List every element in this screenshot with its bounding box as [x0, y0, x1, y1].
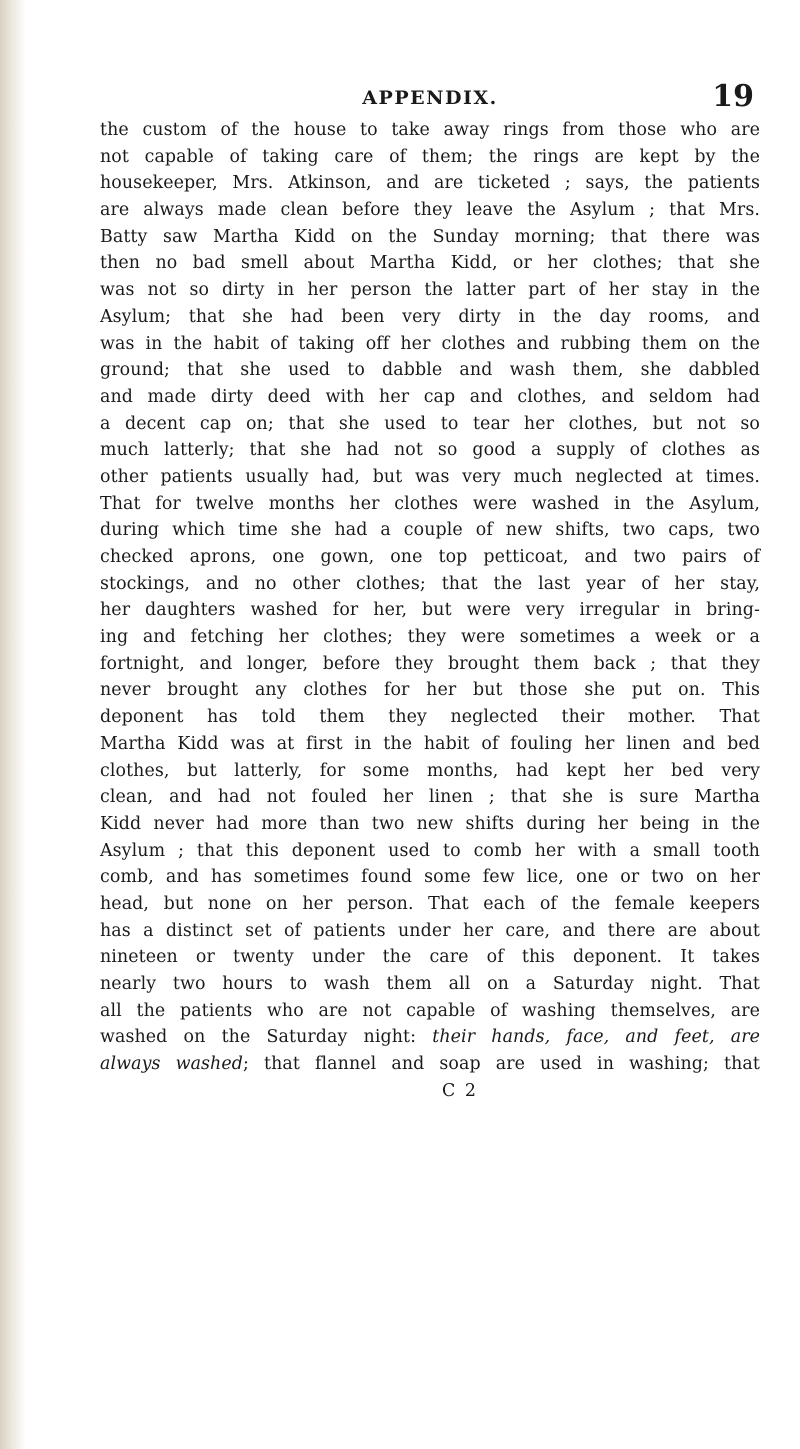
text-line [100, 1024, 760, 1051]
scan-edge [0, 0, 26, 1449]
text-line: Asylum ; that this deponent used to comb her with a small tooth [100, 840, 760, 861]
italic-text: always washed [100, 1054, 243, 1075]
text-line [100, 1051, 760, 1078]
text-line: deponent has told them they neglected their mother. That [100, 707, 760, 728]
text-line: the custom of the house to take away rings from those who are [100, 120, 760, 140]
text-line: clothes, but latterly, for some months, had kept her bed very [100, 760, 760, 781]
running-head [100, 79, 760, 117]
text-line: other patients usually had, but was very much neglected at times. [100, 466, 760, 487]
body-text [100, 117, 760, 1104]
text-line: her daughters washed for her, but were very irregular in bring- [100, 600, 760, 621]
text-line: nineteen or twenty under the care of this deponent. It takes [100, 947, 760, 968]
text-line: Batty saw Martha Kidd on the Sunday morning; that there was [100, 226, 760, 247]
text-line: Asylum; that she had been very dirty in the day rooms, and [100, 306, 760, 327]
text-line: never brought any clothes for her but those she put on. This [100, 680, 760, 701]
text-line: are always made clean before they leave the Asylum ; that Mrs. [100, 200, 760, 221]
text-line: then no bad smell about Martha Kidd, or her clothes; that she [100, 253, 760, 274]
text-line: clean, and had not fouled her linen ; that she is sure Martha [100, 787, 760, 808]
text-line: comb, and has sometimes found some few lice, one or two on her [100, 867, 760, 888]
text-run: ; that flannel and soap are used in washing; that [242, 1054, 760, 1075]
text-line: ing and fetching her clothes; they were sometimes a week or a [100, 627, 760, 648]
text-line: all the patients who are not capable of washing themselves, are [100, 1000, 760, 1021]
text-line: nearly two hours to wash them all on a Saturday night. That [100, 974, 760, 994]
text-line: housekeeper, Mrs. Atkinson, and are ticketed ; says, the patients [100, 173, 760, 194]
text-line: not capable of taking care of them; the rings are kept by the [100, 146, 760, 167]
text-line: was in the habit of taking off her clothes and rubbing them on the [100, 333, 760, 354]
text-line: Martha Kidd was at first in the habit of fouling her linen and bed [100, 733, 760, 754]
text-line: ground; that she used to dabble and wash them, she dabbled [100, 360, 760, 381]
text-line: checked aprons, one gown, one top petticoat, and two pairs of [100, 547, 760, 567]
text-line: head, but none on her person. That each of the female keepers [100, 893, 760, 914]
text-line: fortnight, and longer, before they brought them back ; that they [100, 653, 760, 674]
book-page [100, 79, 760, 1104]
italic-text: their hands, face, and feet, are [432, 1027, 760, 1048]
signature-mark: C 2 [442, 1080, 478, 1101]
text-run: washed on the Saturday night: [100, 1027, 433, 1048]
text-line: has a distinct set of patients under her care, and there are about [100, 920, 760, 941]
running-head-title: APPENDIX. [362, 87, 498, 109]
text-line: stockings, and no other clothes; that the last year of her stay, [100, 573, 760, 594]
text-line: and made dirty deed with her cap and clothes, and seldom had [100, 386, 760, 407]
text-line: That for twelve months her clothes were washed in the Asylum, [100, 493, 760, 514]
text-line: a decent cap on; that she used to tear her clothes, but not so [100, 413, 760, 434]
text-line: was not so dirty in her person the latter part of her stay in the [100, 280, 760, 301]
text-line: during which time she had a couple of new shifts, two caps, two [100, 520, 760, 541]
page-number: 19 [712, 79, 754, 114]
text-line: Kidd never had more than two new shifts during her being in the [100, 813, 760, 834]
text-line: much latterly; that she had not so good a supply of clothes as [100, 440, 760, 461]
